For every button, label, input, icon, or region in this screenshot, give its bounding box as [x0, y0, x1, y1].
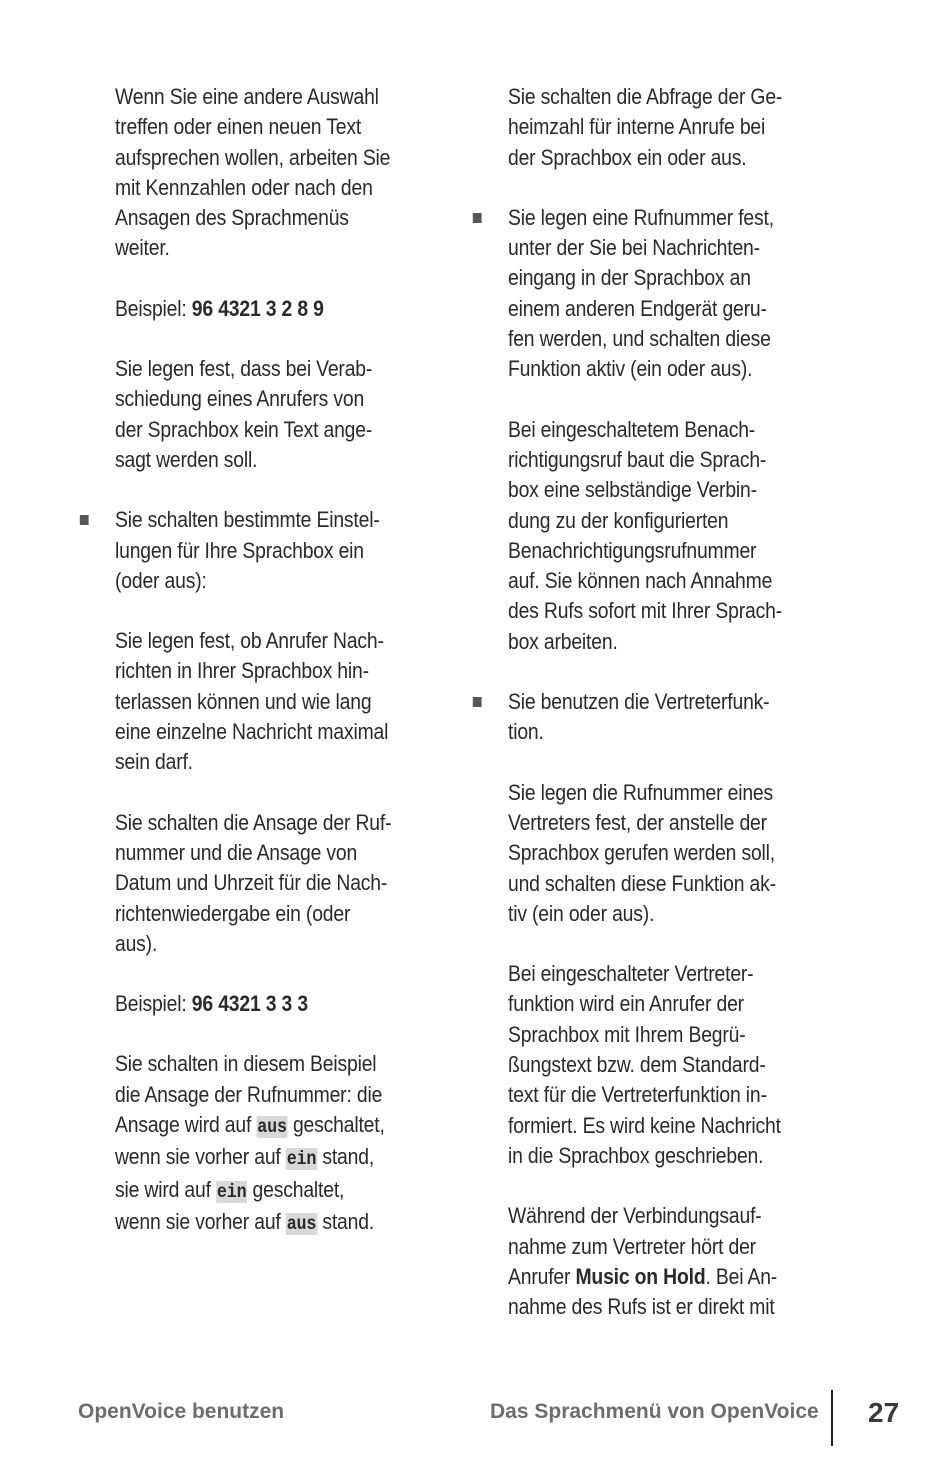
text-line: richtigungsruf baut die Sprach- [508, 446, 767, 472]
text-line: Sie legen die Rufnummer eines [508, 779, 774, 805]
music-on-hold-term: Music on Hold [575, 1263, 706, 1289]
footer-divider [831, 1390, 833, 1446]
text-line: Bei eingeschaltetem Benach- [508, 416, 756, 442]
text-line: auf. Sie können nach Annahme [508, 568, 773, 594]
text-line: weiter. [115, 235, 170, 261]
text-fragment: stand, [317, 1144, 375, 1170]
text-line: Sie legen fest, dass bei Verab- [115, 356, 373, 382]
text-line: Sie schalten die Ansage der Ruf- [115, 809, 392, 835]
key-label: ein [216, 1180, 247, 1203]
paragraph-farewell [115, 354, 415, 475]
bullet-settings [115, 505, 415, 596]
bullet-square-icon [473, 213, 482, 223]
text-line: der Sprachbox kein Text ange- [115, 416, 373, 442]
text-fragment: geschaltet, [247, 1176, 345, 1202]
text-line: einem anderen Endgerät geru- [508, 295, 767, 321]
text-line: nahme des Rufs ist er direkt mit [508, 1294, 775, 1320]
text-line: tion. [508, 719, 544, 745]
text-line: richtenwiedergabe ein (oder [115, 900, 351, 926]
key-label: ein [286, 1148, 317, 1171]
text-fragment: geschaltet, [287, 1112, 385, 1138]
text-line: richten in Ihrer Sprachbox hin- [115, 658, 369, 684]
text-line: nummer und die Ansage von [115, 839, 358, 865]
text-line: Sie legen eine Rufnummer fest, [508, 204, 774, 230]
text-line: fen werden, und schalten diese [508, 326, 771, 352]
bullet-notification-number [508, 203, 808, 385]
text-line: Vertreters fest, der anstelle der [508, 809, 767, 835]
paragraph-number-announcement [115, 808, 415, 959]
right-column [508, 82, 808, 1352]
text-line: Sie schalten in diesem Beispiel [115, 1051, 377, 1077]
text-line: Sprachbox mit Ihrem Begrü- [508, 1021, 746, 1047]
key-label: aus [286, 1212, 317, 1235]
text-line: box arbeiten. [508, 628, 618, 654]
text-line: sagt werden soll. [115, 446, 258, 472]
bullet-square-icon [473, 697, 482, 707]
text-line: Sie schalten bestimmte Einstel- [115, 507, 380, 533]
paragraph-toggle-example [115, 1049, 415, 1239]
text-fragment: Anrufer [508, 1263, 576, 1289]
text-line: formiert. Es wird keine Nachricht [508, 1112, 781, 1138]
paragraph-deputy-active [508, 959, 808, 1171]
text-line: die Ansage der Rufnummer: die [115, 1081, 383, 1107]
left-column [115, 82, 415, 1269]
text-line: heimzahl für interne Anrufe bei [508, 114, 766, 140]
text-line: Ansagen des Sprachmenüs [115, 205, 349, 231]
footer-section-title: OpenVoice benutzen [78, 1400, 285, 1423]
text-line: in die Sprachbox geschrieben. [508, 1142, 764, 1168]
text-line: terlassen können und wie lang [115, 688, 372, 714]
text-line: eine einzelne Nachricht maximal [115, 719, 389, 745]
example-code: 96 4321 3 2 8 9 [191, 295, 324, 321]
text-line: Sie legen fest, ob Anrufer Nach- [115, 628, 384, 654]
paragraph-pin-query [508, 82, 808, 173]
text-line: schiedung eines Anrufers von [115, 386, 365, 412]
paragraph-other-selection [115, 82, 415, 264]
page-number: 27 [868, 1397, 900, 1428]
text-line: nahme zum Vertreter hört der [508, 1233, 756, 1259]
text-line: Bei eingeschalteter Vertreter- [508, 961, 754, 987]
text-line: tiv (ein oder aus). [508, 900, 655, 926]
text-fragment: sie wird auf [115, 1176, 217, 1202]
text-line: des Rufs sofort mit Ihrer Sprach- [508, 598, 782, 624]
paragraph-message-length [115, 626, 415, 777]
text-line: Funktion aktiv (ein oder aus). [508, 356, 753, 382]
text-fragment: Ansage wird auf [115, 1112, 257, 1138]
text-line: Benachrichtigungsrufnummer [508, 537, 757, 563]
text-line: aufsprechen wollen, arbeiten Sie [115, 144, 391, 170]
text-line: Sie schalten die Abfrage der Ge- [508, 84, 783, 109]
text-line: Sprachbox gerufen werden soll, [508, 840, 776, 866]
text-line: aus). [115, 930, 158, 956]
text-line: lungen für Ihre Sprachbox ein [115, 537, 364, 563]
example-label: Beispiel: [115, 991, 192, 1017]
text-line: Datum und Uhrzeit für die Nach- [115, 870, 388, 896]
text-line: Während der Verbindungsauf- [508, 1203, 762, 1229]
bullet-square-icon [80, 515, 89, 525]
text-fragment: wenn sie vorher auf [115, 1208, 286, 1234]
text-line: Sie benutzen die Vertreterfunk- [508, 689, 770, 715]
bullet-deputy-function [508, 687, 808, 748]
text-fragment: stand. [317, 1208, 375, 1234]
text-line: funktion wird ein Anrufer der [508, 991, 744, 1017]
example-1 [115, 294, 415, 324]
text-line: sein darf. [115, 749, 193, 775]
example-2 [115, 989, 415, 1019]
footer-chapter-title: Das Sprachmenü von OpenVoice [490, 1400, 819, 1423]
text-line: treffen oder einen neuen Text [115, 114, 362, 140]
text-line: unter der Sie bei Nachrichten- [508, 235, 760, 261]
paragraph-notification-call [508, 415, 808, 657]
text-line: Wenn Sie eine andere Auswahl [115, 84, 379, 109]
paragraph-music-on-hold [508, 1201, 808, 1322]
text-line: der Sprachbox ein oder aus. [508, 144, 747, 170]
text-line: ßungstext bzw. dem Standard- [508, 1052, 766, 1078]
text-fragment: wenn sie vorher auf [115, 1144, 286, 1170]
key-label: aus [257, 1116, 287, 1139]
text-line: (oder aus): [115, 567, 207, 593]
text-line: und schalten diese Funktion ak- [508, 870, 776, 896]
text-line: text für die Vertreterfunktion in- [508, 1082, 767, 1108]
text-line: box eine selbständige Verbin- [508, 477, 757, 503]
example-label: Beispiel: [115, 295, 192, 321]
text-fragment: . Bei An- [705, 1263, 778, 1289]
example-code: 96 4321 3 3 3 [191, 991, 308, 1017]
paragraph-deputy-number [508, 778, 808, 929]
text-line: dung zu der konfigurierten [508, 507, 729, 533]
text-line: mit Kennzahlen oder nach den [115, 174, 373, 200]
text-line: eingang in der Sprachbox an [508, 265, 751, 291]
